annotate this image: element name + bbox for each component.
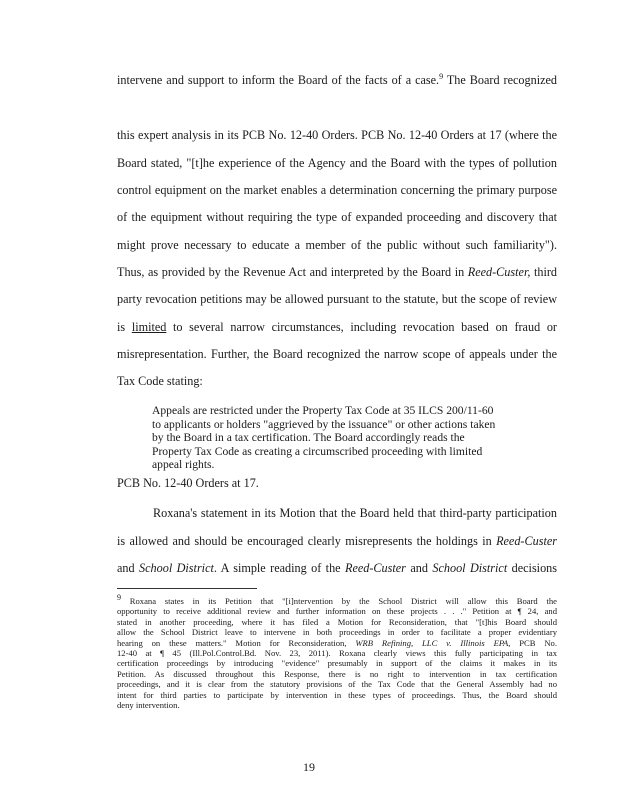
- body-text: and: [117, 561, 140, 575]
- body-line-6: might prove necessary to educate a member of the public without such familiarity").: [117, 238, 557, 252]
- footnote-line: [117, 638, 557, 648]
- footnote-line: intent for third parties to participate by intervention in these types of proceedings. Thus, the Board should: [117, 689, 557, 700]
- body-text: Thus, as provided by the Revenue Act and interpreted by the Board in: [117, 265, 468, 279]
- body-text: is: [117, 320, 132, 334]
- footnote-line: 12-40 at ¶ 45 (Ill.Pol.Control.Bd. Nov. 23, 2011). Roxana clearly views this fully participating in tax: [117, 648, 557, 659]
- body-line-1: [117, 73, 557, 87]
- body-text: intervene and support to inform the Board of the facts of a case.: [117, 73, 440, 87]
- body-text: The Board recognized: [443, 73, 557, 87]
- case-name: Reed-Custer: [345, 561, 406, 575]
- body-line-11: Tax Code stating:: [117, 374, 203, 388]
- case-name: School District: [139, 561, 214, 575]
- body-text: decisions: [507, 561, 557, 575]
- body-line-13: [117, 534, 557, 548]
- body-line-7: [117, 265, 557, 279]
- footnote-marker: 9: [117, 593, 121, 603]
- footnote-line: allow the School District leave to intervene in both proceedings in order to facilitate a proper evidentiary: [117, 627, 557, 638]
- underlined-word: limited: [131, 320, 167, 334]
- footnote-line: proceedings, and it is clear from the statutory provisions of the Tax Code that the General Assembly had no: [117, 679, 557, 690]
- body-text: . A simple reading of the: [213, 561, 345, 575]
- footnote-divider: [117, 588, 257, 589]
- body-line-14: [117, 561, 557, 575]
- case-name: School District: [432, 561, 508, 575]
- body-line-3: Board stated, "[t]he experience of the Agency and the Board with the types of pollution: [117, 156, 557, 170]
- body-line-4: control equipment on the market enables a determination concerning the primary purpose: [117, 183, 557, 197]
- page-number: 19: [303, 760, 315, 774]
- footnote-line: stated in another proceeding, where it has filed a Motion for Reconsideration, that "[t]his Board should: [117, 616, 557, 627]
- quote-line: by the Board in a tax certification. The Board accordingly reads the: [152, 431, 465, 445]
- quote-line: to applicants or holders "aggrieved by the issuance" or other actions taken: [152, 417, 496, 431]
- quote-line: Property Tax Code as creating a circumscribed proceeding with limited: [152, 444, 483, 458]
- citation-line: PCB No. 12-40 Orders at 17.: [117, 476, 259, 490]
- body-text: third: [530, 265, 557, 279]
- footnote-line: opportunity to receive additional review and further information on these projects . . ." Petition at ¶ 24, and: [117, 606, 557, 617]
- quote-line: appeal rights.: [152, 458, 215, 472]
- body-line-5: of the equipment without requiring the type of expanded proceeding and discovery that: [117, 210, 557, 224]
- footnote-reference-9[interactable]: 9: [439, 71, 444, 81]
- body-line-2: this expert analysis in its PCB No. 12-40 Orders. PCB No. 12-40 Orders at 17 (where the: [117, 128, 557, 142]
- case-name: Reed-Custer,: [467, 265, 531, 279]
- case-name: WRB Refining, LLC v. Illinois EPA: [355, 637, 509, 648]
- block-quote: [152, 404, 524, 472]
- footnote-text: hearing on these matters." Motion for Reconsideration,: [117, 637, 356, 648]
- footnote-line: Petition. As discussed throughout this Response, there is no right to intervention in tax certification: [117, 668, 557, 679]
- quote-line: Appeals are restricted under the Property Tax Code at 35 ILCS 200/11-60: [152, 404, 494, 417]
- body-line-10: misrepresentation. Further, the Board recognized the narrow scope of appeals under the: [117, 347, 557, 361]
- body-text: is allowed and should be encouraged clearly misrepresents the holdings in: [117, 534, 497, 548]
- footnote-line: [117, 593, 557, 606]
- footnote-9: [117, 593, 557, 711]
- body-line-12: Roxana's statement in its Motion that the Board held that third-party participation: [153, 506, 557, 520]
- case-name: Reed-Custer: [496, 534, 557, 548]
- body-text: to several narrow circumstances, including revocation based on fraud or: [166, 320, 557, 334]
- body-line-9: [117, 320, 557, 334]
- footnote-text: , PCB No.: [508, 637, 557, 648]
- body-text: and: [405, 561, 433, 575]
- footnote-line: deny intervention.: [117, 700, 180, 711]
- footnote-text: Roxana states in its Petition that "[i]ntervention by the School District will allow this Board the: [121, 596, 557, 606]
- body-line-8: party revocation petitions may be allowed pursuant to the statute, but the scope of review: [117, 292, 557, 306]
- footnote-line: certification proceedings by introducing "evidence" presumably in support of the claims it makes in its: [117, 658, 557, 669]
